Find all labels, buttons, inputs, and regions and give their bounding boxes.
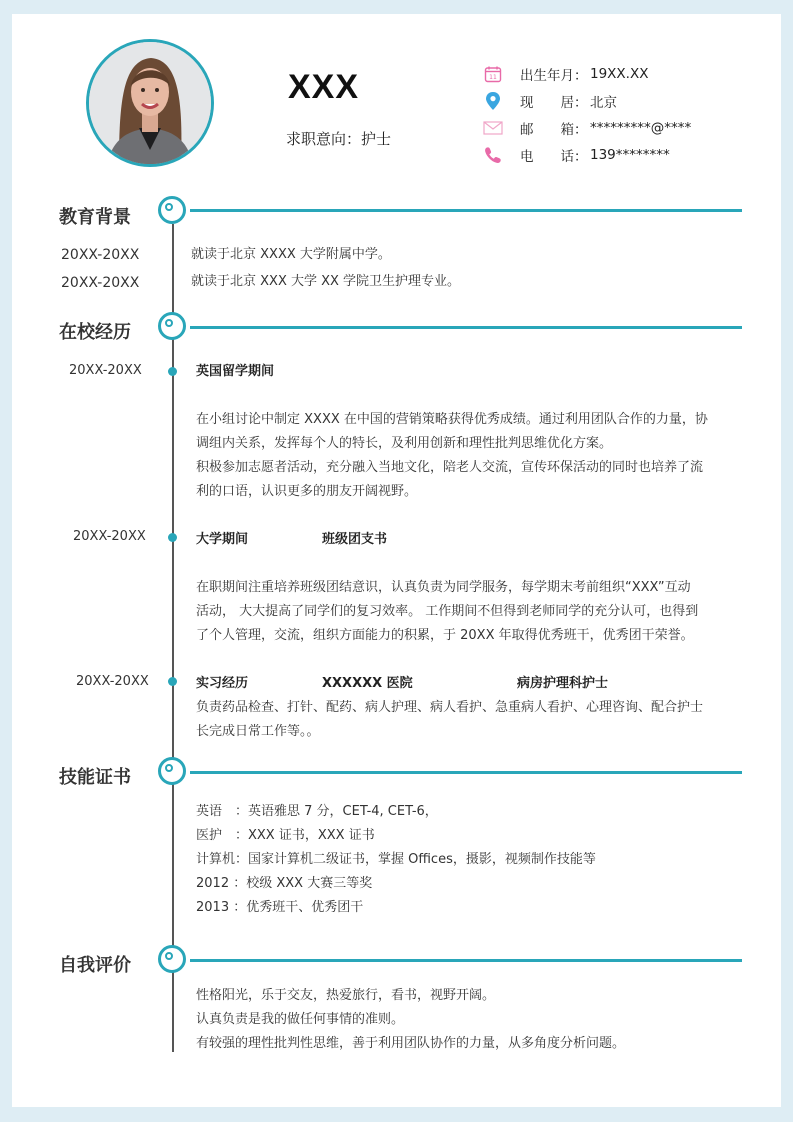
skill-line: 英语 ：英语雅思 7 分，CET-4, CET-6， — [196, 804, 438, 819]
calendar-icon — [482, 63, 504, 85]
self-eval-line: 有较强的理性批判性思维，善于利用团队协作的力量，从多角度分析问题。 — [196, 1036, 626, 1051]
section-title-self-eval: 自我评价 — [59, 955, 131, 976]
contact-value: 139******** — [590, 147, 670, 163]
text-line: 活动， 大大提高了同学们的复习效率。 工作期间不但得到老师同学的充分认可，也得到 — [196, 604, 699, 619]
campus-heading: 英国留学期间 — [196, 364, 275, 379]
timeline-dot — [168, 677, 177, 686]
text-line: 负责药品检查、打针、配药、病人护理、病人看护、急重病人看护、心理咨询、配合护士 — [196, 700, 704, 715]
location-pin-icon — [482, 90, 504, 112]
job-intent-value: 护士 — [361, 130, 392, 148]
education-date: 20XX-20XX — [61, 247, 140, 263]
campus-heading: 大学期间 — [196, 532, 249, 547]
section-title-campus: 在校经历 — [59, 322, 131, 343]
campus-date: 20XX-20XX — [76, 674, 149, 689]
education-date: 20XX-20XX — [61, 275, 140, 291]
contact-value: *********@**** — [590, 120, 692, 136]
skills-list — [196, 800, 596, 920]
contact-label: 邮 箱： — [520, 122, 588, 138]
campus-body — [196, 576, 698, 648]
section-divider — [190, 771, 742, 774]
text-line: 在职期间注重培养班级团结意识，认真负责为同学服务，每学期末考前组织“XXX”互动 — [196, 580, 691, 595]
section-divider — [190, 326, 742, 329]
text-line: 利的口语，认识更多的朋友开阔视野。 — [196, 484, 418, 499]
job-intent — [286, 128, 391, 149]
candidate-name: XXX — [288, 68, 360, 106]
text-line: 积极参加志愿者活动，充分融入当地文化，陪老人交流，宣传环保活动的同时也培养了流 — [196, 460, 704, 475]
contact-label: 电 话： — [520, 149, 588, 165]
text-line: 长完成日常工作等。。 — [196, 724, 320, 739]
section-title-skills: 技能证书 — [59, 767, 131, 788]
svg-text:11: 11 — [489, 74, 497, 81]
text-line: 了个人管理，交流，组织方面能力的积累，于 20XX 年取得优秀班干，优秀团干荣誉。 — [196, 628, 694, 643]
self-eval-list — [196, 984, 625, 1056]
timeline-line — [172, 224, 174, 1052]
contact-value: 北京 — [590, 95, 617, 111]
timeline-dot — [168, 533, 177, 542]
education-text: 就读于北京 XXX 大学 XX 学院卫生护理专业。 — [191, 274, 461, 289]
section-ring-icon — [158, 196, 186, 224]
campus-date: 20XX-20XX — [73, 529, 146, 544]
section-divider — [190, 959, 742, 962]
section-ring-icon — [158, 312, 186, 340]
contact-label: 现 居： — [520, 95, 588, 111]
resume-page — [12, 14, 781, 1107]
section-divider — [190, 209, 742, 212]
section-title-education: 教育背景 — [59, 207, 131, 228]
avatar — [86, 39, 214, 167]
contact-value: 19XX.XX — [590, 66, 649, 82]
envelope-icon — [482, 117, 504, 139]
self-eval-line: 认真负责是我的做任何事情的准则。 — [196, 1012, 405, 1027]
skill-line: 医护 ：XXX 证书，XXX 证书 — [196, 828, 375, 843]
job-intent-label: 求职意向： — [286, 130, 362, 148]
contact-email — [482, 116, 691, 140]
contact-residence — [482, 89, 617, 113]
self-eval-line: 性格阳光，乐于交友，热爱旅行，看书，视野开阔。 — [196, 988, 496, 1003]
text-line: 在小组讨论中制定 XXXX 在中国的营销策略获得优秀成绩。通过利用团队合作的力量，协 — [196, 412, 708, 427]
section-ring-icon — [158, 945, 186, 973]
campus-body — [196, 696, 703, 744]
skill-line: 2013 ：优秀班干、优秀团干 — [196, 900, 364, 915]
contact-label: 出生年月： — [520, 68, 588, 84]
phone-icon — [482, 144, 504, 166]
timeline-dot — [168, 367, 177, 376]
campus-role: 班级团支书 — [322, 532, 388, 547]
section-ring-icon — [158, 757, 186, 785]
contact-birth — [482, 62, 648, 86]
skill-line: 2012 ：校级 XXX 大赛三等奖 — [196, 876, 373, 891]
skill-line: 计算机：国家计算机二级证书，掌握 Offices，摄影，视频制作技能等 — [196, 852, 596, 867]
campus-heading: 实习经历 — [196, 676, 249, 691]
text-line: 调组内关系，发挥每个人的特长，及利用创新和理性批判思维优化方案。 — [196, 436, 613, 451]
contact-phone — [482, 143, 670, 167]
campus-role: 病房护理科护士 — [517, 676, 609, 691]
campus-date: 20XX-20XX — [69, 363, 142, 378]
campus-org: XXXXXX 医院 — [322, 676, 413, 691]
portrait-photo — [89, 42, 211, 164]
campus-body — [196, 408, 708, 504]
education-text: 就读于北京 XXXX 大学附属中学。 — [191, 247, 391, 262]
